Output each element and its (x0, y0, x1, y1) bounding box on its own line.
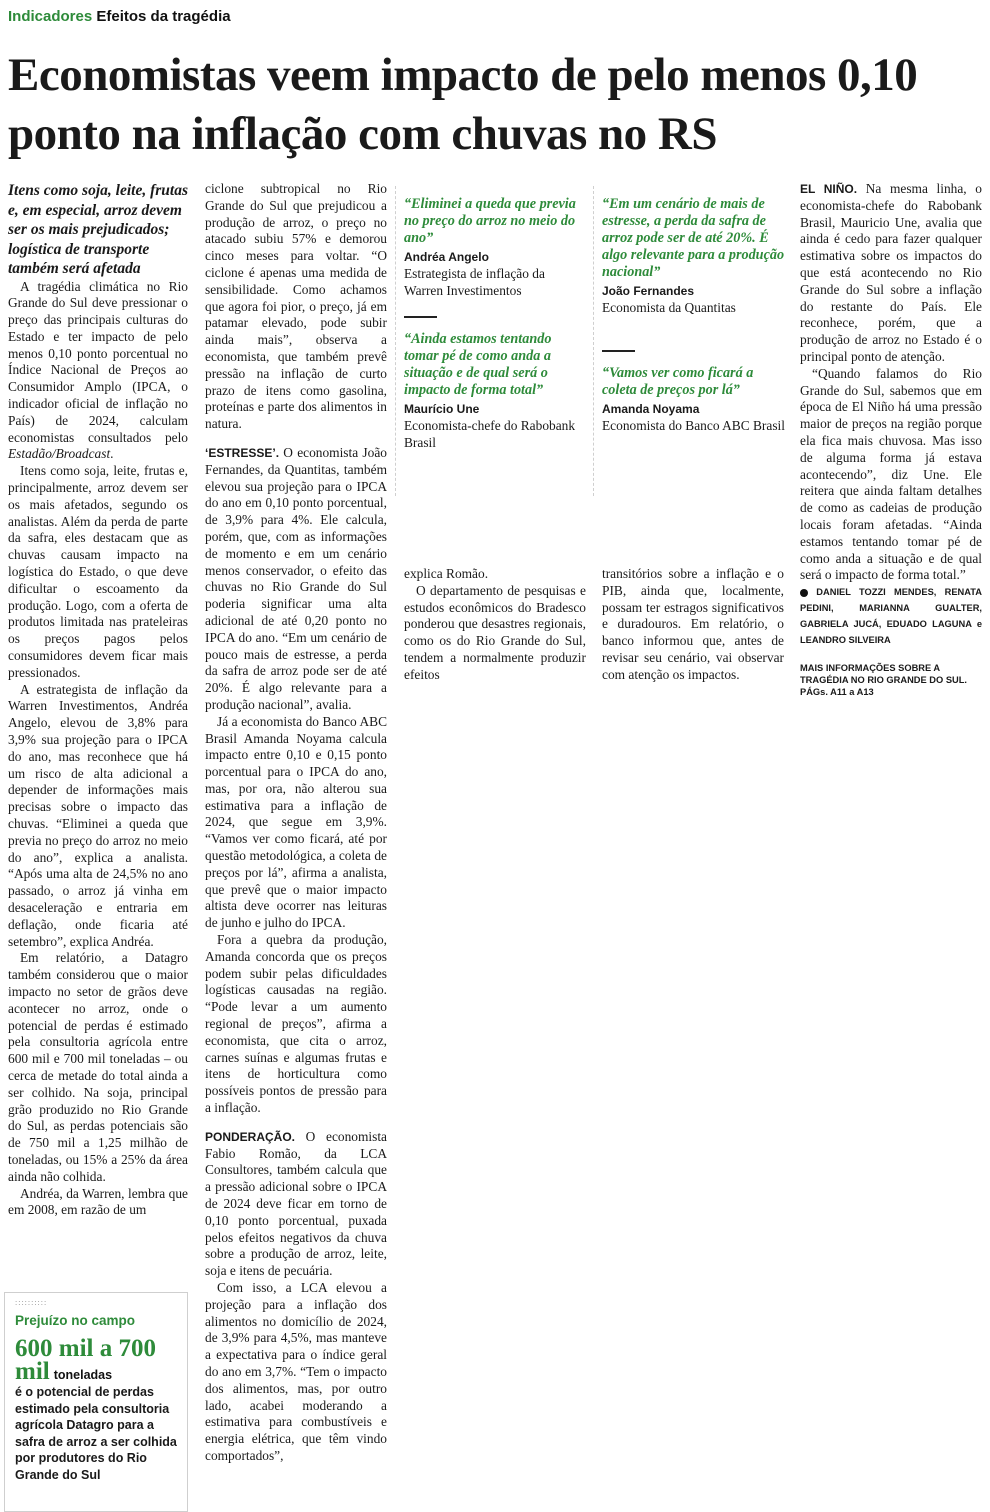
source-name: Estadão/Broadcast (8, 446, 111, 462)
quote-text: “Vamos ver como ficará a coleta de preços por lá” (602, 365, 754, 398)
column-2 (205, 181, 387, 1465)
box-unit: toneladas (53, 1368, 113, 1382)
byline (800, 584, 982, 648)
column-4 (602, 566, 784, 684)
quote-text: “Em um cenário de mais de estresse, a perda da safra de arroz pode ser de até 20%. É algo relevante para a produção nacional” (602, 196, 785, 280)
subhead-estresse: ‘ESTRESSE’. (205, 445, 280, 460)
paragraph-text: O economista Fabio Romão, da LCA Consultores, também calcula que a pressão adicional sobre o IPCA de 2024 deve ficar em torno de 0,10 ponto porcentual, puxada pelos efeitos negativos da chuva sobre a produção de arroz, leite, soja e itens de pecuária. (205, 1128, 387, 1279)
paragraph: A tragédia climática no Rio Grande do Sul deve pressionar o preço das principais culturas do Estado e ter impacto de pelo menos 0,10 ponto porcentual no Índice Nacional de Preços ao Consumidor Amplo (IPCA, o indicador oficial de inflação no País) de 2024, calculam economistas consultados pelo Estadão/Broadcast. (8, 278, 188, 462)
quote-author: Amanda Noyama (602, 402, 700, 416)
subhead-el-nino: EL NIÑO. (800, 182, 858, 196)
quote-role: Economista do Banco ABC Brasil (602, 418, 785, 433)
paragraph: transitórios sobre a inflação e o PIB, ainda que, localmente, possam ter estragos significativos e duradouros. Em relatório, o banco informou que, antes de revisar seu cenário, vai observar com atenção os impactos. (602, 566, 784, 682)
quote-author: João Fernandes (602, 284, 695, 298)
box-figure: 600 mil a 700 mil (15, 1335, 156, 1385)
pull-quote (602, 365, 787, 434)
quote-role: Economista-chefe do Rabobank Brasil (404, 418, 576, 450)
column-divider (395, 186, 396, 496)
paragraph: Já a economista do Banco ABC Brasil Amanda Noyama calcula impacto entre 0,10 e 0,15 ponto porcentual para o IPCA do ano, mas, por ora, não alterou sua estimativa para a inflação de 2024, que segue em 3,9%. “Vamos ver como ficará, até por questão metodológica, a coleta de preços por lá”, afirma a analista, que prevê que o maior impacto altista deve ocorrer nas leituras de junho e julho do IPCA. (205, 713, 387, 931)
paragraph: A estrategista de inflação da Warren Investimentos, Andréa Angelo, elevou de 3,8% para 3,9% sua projeção para o IPCA do ano, mas reconhece que há um risco de alta adicional a depender de informações mais precisas sobre o impacto das chuvas. “Eliminei a queda que previa no preço do arroz no meio do ano”, explica a analista. “Após uma alta de 24,5% no ano passado, o arroz já vinha em desaceleração e entraria em deflação, onde ficaria até setembro”, explica Andréa. (8, 681, 188, 949)
kicker (8, 8, 231, 25)
paragraph (205, 1129, 387, 1280)
quote-separator (602, 350, 635, 352)
quote-separator (404, 316, 437, 318)
quote-text: “Ainda estamos tentando tomar pé de como anda a situação e de qual será o impacto de forma total” (404, 331, 552, 398)
quote-author: Andréa Angelo (404, 250, 489, 264)
column-5 (800, 181, 982, 698)
paragraph: Em relatório, a Datagro também considerou que o maior impacto no setor de grãos deve acontecer no arroz, onde o potencial de perdas é estimado pela consultoria agrícola entre 600 mil e 700 mil toneladas – ou cerca de metade do total ainda a ser colhido. Na soja, principal grão produzido no Rio Grande do Sul, as perdas potenciais são de 750 mil a 1,25 milhão de toneladas, ou 15% a 25% da área ainda não colhida. (8, 950, 188, 1184)
quote-role: Economista da Quantitas (602, 300, 736, 315)
subsection-label: Efeitos da tragédia (96, 8, 231, 25)
paragraph: Fora a quebra da produção, Amanda concorda que os preços podem subir pelas dificuldades logísticas causadas na região. “Pode levar a um aumento regional de preços”, afirma a economista, que cita o arroz, carnes suínas e algumas frutas e itens de horticultura como possíveis pontos de pressão para a inflação. (205, 932, 387, 1116)
box-dots: :::::::::: (15, 1298, 48, 1307)
box-title: Prejuízo no campo (15, 1313, 136, 1328)
paragraph-text: Na mesma linha, o economista-chefe do Rabobank Brasil, Mauricio Une, avalia que ainda é cedo para fazer qualquer estimativa sobre os impactos do que está acontecendo no Rio Grande do Sul sobre a inflação do restante do País. Ele reconhece, porém, que a produção de arroz no Estado é o principal ponto de atenção. (800, 181, 982, 364)
headline: Economistas veem impacto de pelo menos 0,10 ponto na inflação com chuvas no RS (8, 49, 918, 160)
pull-quote (602, 196, 787, 316)
paragraph: Andréa, da Warren, lembra que em 2008, em razão de um (8, 1185, 188, 1218)
bullet-icon (800, 589, 808, 597)
column-divider (593, 186, 594, 496)
column-3 (404, 566, 586, 684)
pull-quote (404, 196, 584, 299)
lead: Itens como soja, leite, frutas e, em especial, arroz devem ser os mais prejudicados; logística de transporte também será afetada (8, 182, 188, 277)
related-pages-note: MAIS INFORMAÇÕES SOBRE A TRAGÉDIA NO RIO GRANDE DO SUL. PÁGs. A11 a A13 (800, 663, 968, 698)
paragraph-text: A tragédia climática no Rio Grande do Sul deve pressionar o preço das principais culturas do Estado e ter impacto de pelo menos 0,10 ponto porcentual no Índice Nacional de Preços ao Consumidor Amplo (IPCA, o indicador oficial de inflação no País) de 2024, calculam economistas consultados pelo (8, 278, 188, 445)
subhead-ponderacao: PONDERAÇÃO. (205, 1129, 296, 1144)
byline-names: DANIEL TOZZI MENDES, RENATA PEDINI, MARIANNA GUALTER, GABRIELA JUCÁ, EDUADO LAGUNA e LEANDRO SILVEIRA (800, 587, 982, 646)
pull-quote (404, 331, 584, 451)
quote-author: Maurício Une (404, 402, 480, 416)
paragraph: explica Romão. (404, 566, 489, 581)
factbox (4, 1292, 188, 1512)
quote-text: “Eliminei a queda que previa no preço do arroz no meio do ano” (404, 196, 576, 246)
paragraph: Itens como soja, leite, frutas e, principalmente, arroz devem ser os mais afetados, segundo os analistas. Além da perda de parte da safra, eles destacam que as chuvas causam impacto na logística do Estado, o que deve dificultar o escoamento da produção. Logo, com a oferta de produtos limitada nas prateleiras os preços pagos pelos consumidores devem ficar mais pressionados. (8, 463, 188, 680)
paragraph (205, 445, 387, 714)
box-figure-wrap (15, 1335, 177, 1385)
paragraph: “Quando falamos do Rio Grande do Sul, sabemos que em época de El Niño há uma pressão maior de preços na região porque ela fica mais chuvosa. Mas isso de alguma forma já estava acontecendo”, diz Une. Ele reitera que ainda faltam detalhes de como as cadeias de produção locais foram afetadas. “Ainda estamos tentando tomar pé de como anda a situação e de qual será o impacto de forma total.” (800, 365, 982, 583)
paragraph: ciclone subtropical no Rio Grande do Sul que prejudicou a produção de arroz, o preço no atacado subiu 57% e demorou cinco meses para voltar. “O ciclone é apenas uma medida de sensibilidade. Como achamos que agora foi pior, o preço, já em patamar elevado, pode subir ainda mais”, observa a economista, que também prevê pressão na inflação de curto prazo de itens como gasolina, proteínas e parte dos alimentos in natura. (205, 181, 387, 432)
paragraph: Com isso, a LCA elevou a projeção para a inflação dos alimentos no domicílio de 2024, de 3,9% para 4,5%, mas manteve a expectativa para o índice geral do ano em 3,7%. “Tem o impacto dos alimentos, mas, por outro lado, acabei moderando a estimativa para combustíveis e energia elétrica, que têm vindo comportados”, (205, 1280, 387, 1463)
section-label: Indicadores (8, 8, 93, 25)
box-description: é o potencial de perdas estimado pela consultoria agrícola Datagro para a safra de arroz a ser colhida por produtores do Rio Grande do Sul (15, 1385, 177, 1482)
quote-role: Estrategista de inflação da Warren Investimentos (404, 266, 545, 298)
paragraph (800, 181, 982, 366)
column-1 (8, 181, 188, 1219)
paragraph: O departamento de pesquisas e estudos econômicos do Bradesco ponderou que desastres regionais, como os do Rio Grande do Sul, tendem a normalmente produzir efeitos (404, 582, 586, 682)
paragraph-text: O economista João Fernandes, da Quantitas, também elevou sua projeção para o IPCA do ano em 0,10 ponto porcentual, de 3,9% para 4%. Ele calcula, porém, que, com as informações de momento e em um cenário menos conservador, o efeito das chuvas no Rio Grande do Sul poderia significar uma alta adicional de até 0,20 ponto no IPCA do ano. “Em um cenário de pouco mais de estresse, a perda da safra de arroz pode ser de até 20%. É algo relevante para a produção nacional”, avalia. (205, 444, 387, 712)
